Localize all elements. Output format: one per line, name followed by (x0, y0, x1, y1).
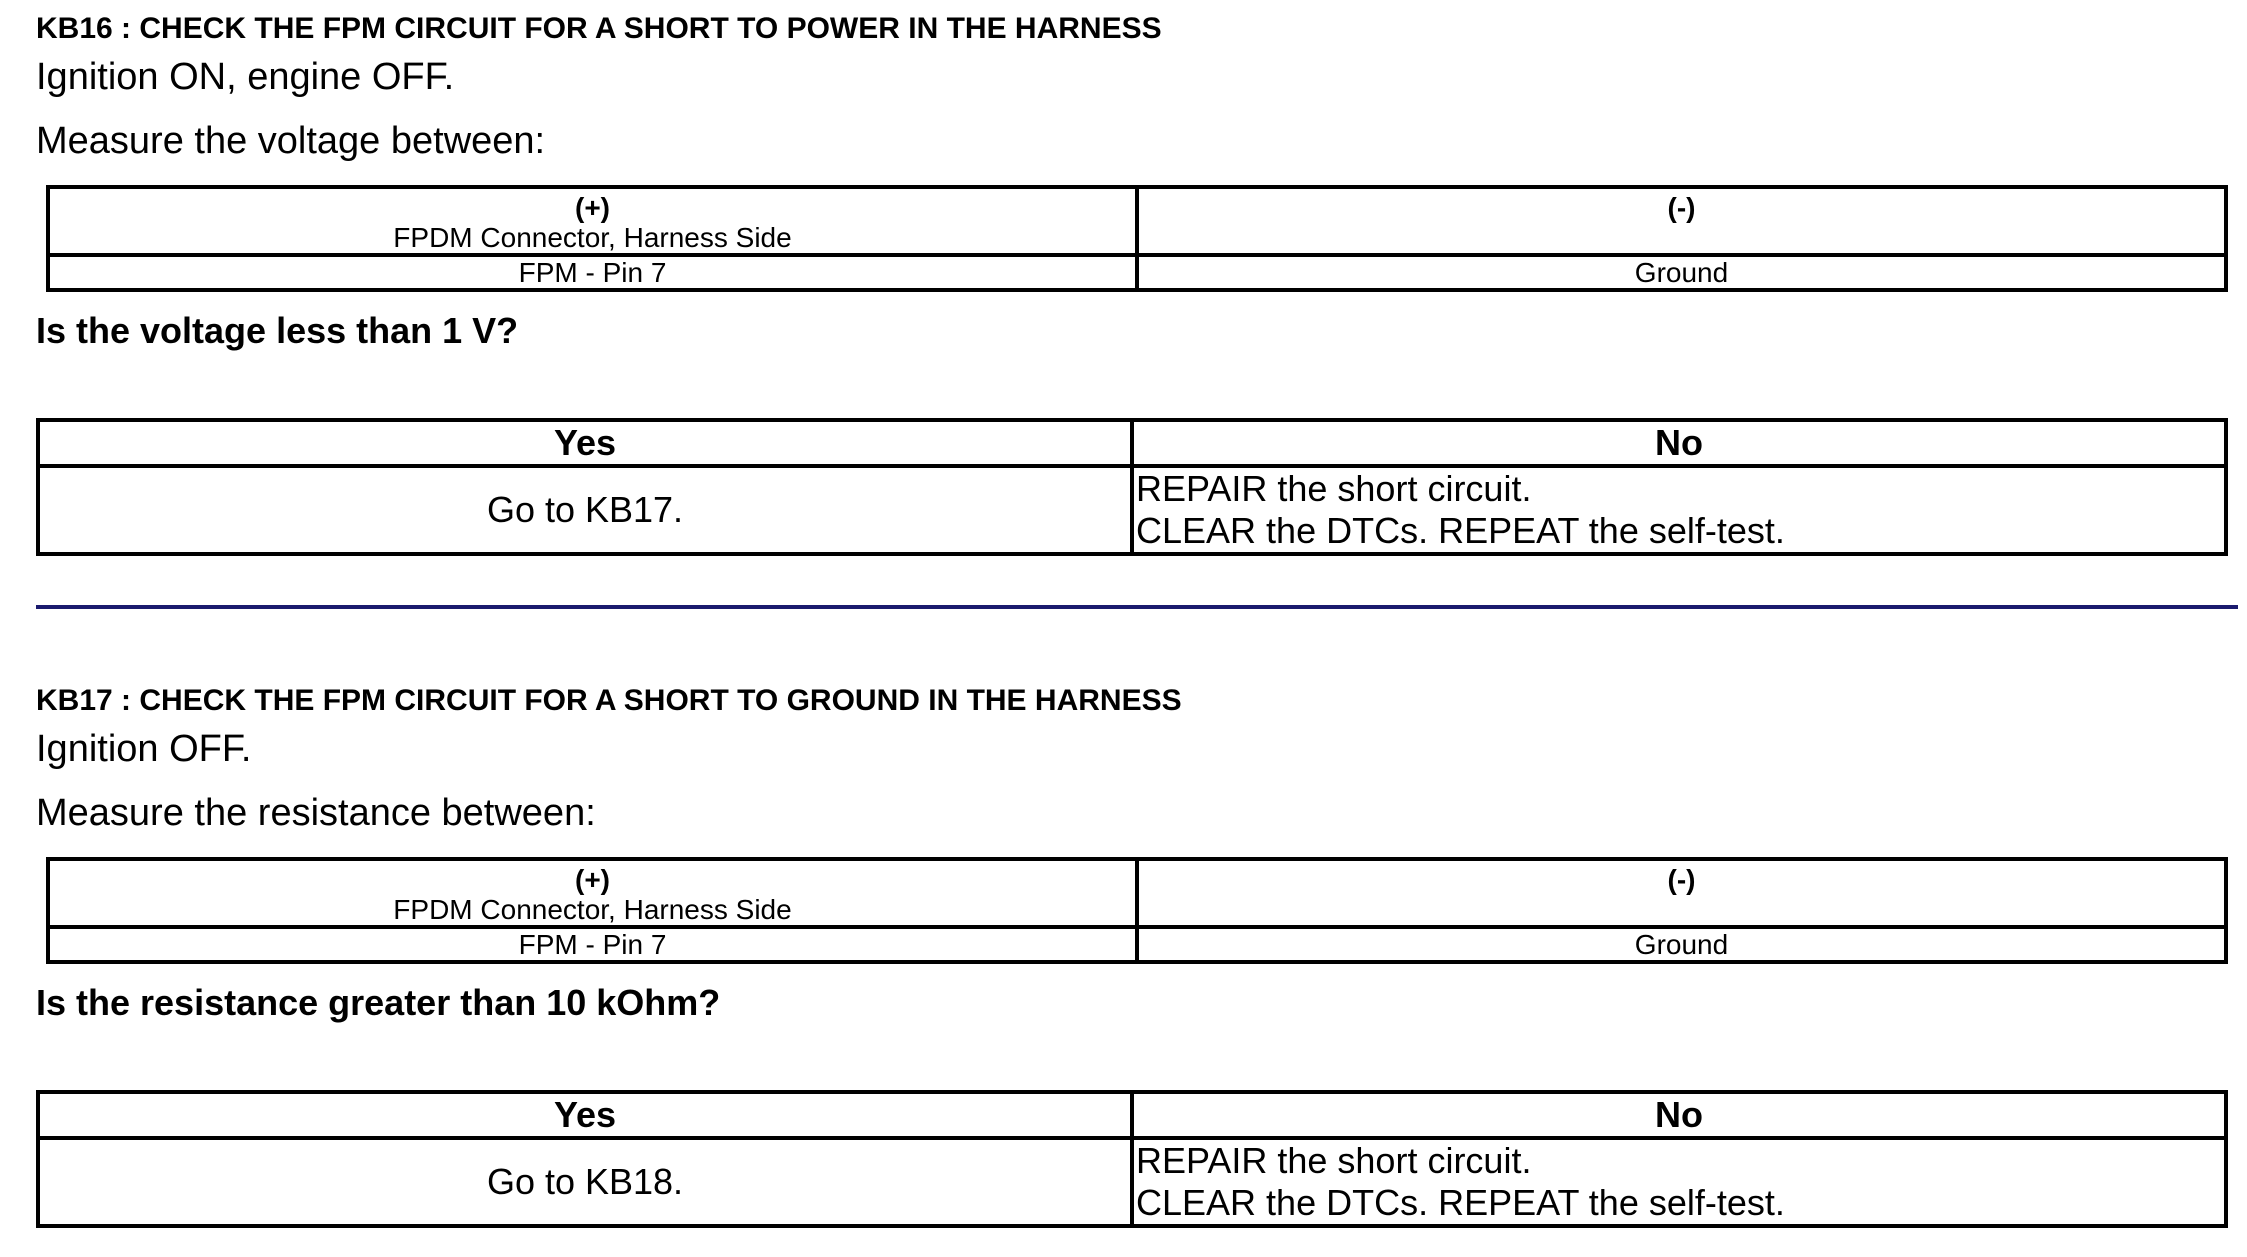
plus-header-cell (48, 859, 1137, 927)
plus-value-cell: FPM - Pin 7 (48, 255, 1137, 290)
measurement-table (46, 185, 2228, 292)
minus-value-cell: Ground (1137, 255, 2226, 290)
yes-header: Yes (38, 1092, 1132, 1138)
measure-instruction: Measure the resistance between: (36, 792, 596, 834)
step-title: KB17 : CHECK THE FPM CIRCUIT FOR A SHORT TO GROUND IN THE HARNESS (36, 684, 1182, 717)
plus-connector-label: FPDM Connector, Harness Side (393, 222, 792, 253)
yes-action-link[interactable]: Go to KB17. (38, 466, 1132, 554)
plus-polarity-label: (+) (575, 192, 610, 223)
plus-value-cell: FPM - Pin 7 (48, 927, 1137, 962)
result-table (36, 418, 2228, 556)
no-action-line: CLEAR the DTCs. REPEAT the self-test. (1136, 510, 1785, 551)
plus-header-cell (48, 187, 1137, 255)
step-question: Is the resistance greater than 10 kOhm? (36, 982, 721, 1023)
no-action-cell (1132, 466, 2226, 554)
minus-polarity-label: (-) (1667, 864, 1696, 895)
step-question: Is the voltage less than 1 V? (36, 310, 519, 351)
yes-action-link[interactable]: Go to KB18. (38, 1138, 1132, 1226)
no-action-cell (1132, 1138, 2226, 1226)
no-action-line: CLEAR the DTCs. REPEAT the self-test. (1136, 1182, 1785, 1223)
no-header: No (1132, 420, 2226, 466)
step-condition: Ignition OFF. (36, 728, 252, 770)
minus-value-cell: Ground (1137, 927, 2226, 962)
step-title: KB16 : CHECK THE FPM CIRCUIT FOR A SHORT TO POWER IN THE HARNESS (36, 12, 1162, 45)
minus-header-cell (1137, 859, 2226, 927)
measure-instruction: Measure the voltage between: (36, 120, 546, 162)
minus-header-cell (1137, 187, 2226, 255)
no-action-line: REPAIR the short circuit. (1136, 468, 1532, 509)
plus-connector-label: FPDM Connector, Harness Side (393, 894, 792, 925)
result-table (36, 1090, 2228, 1228)
no-action-line: REPAIR the short circuit. (1136, 1140, 1532, 1181)
no-header: No (1132, 1092, 2226, 1138)
step-condition: Ignition ON, engine OFF. (36, 56, 455, 98)
plus-polarity-label: (+) (575, 864, 610, 895)
yes-header: Yes (38, 420, 1132, 466)
measurement-table (46, 857, 2228, 964)
minus-polarity-label: (-) (1667, 192, 1696, 223)
section-divider (36, 605, 2238, 609)
